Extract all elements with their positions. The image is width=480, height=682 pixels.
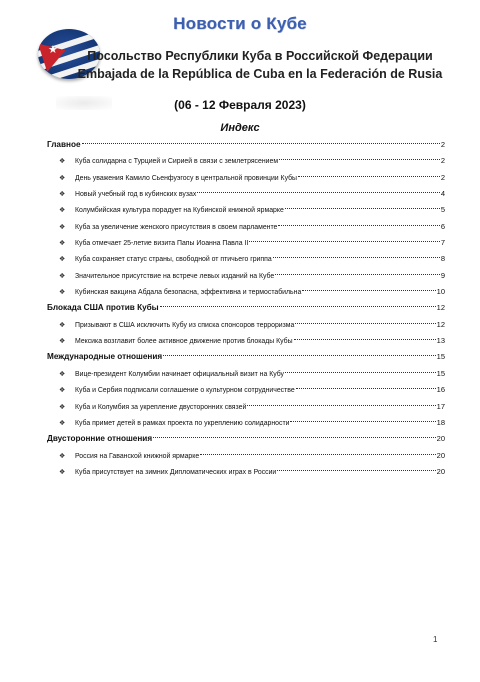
diamond-bullet-icon: ❖: [59, 174, 66, 182]
toc-section-entry[interactable]: [47, 431, 445, 447]
dot-leader: [278, 225, 439, 226]
toc-entry-title: Куба отмечает 25-летие визита Папы Иоанна Павла II: [75, 240, 249, 248]
toc-entry-title: Куба примет детей в рамках проекта по укреплению солидарности: [75, 419, 290, 427]
toc-item-entry[interactable]: [47, 186, 445, 202]
toc-page-number: 5: [440, 205, 445, 215]
diamond-bullet-icon: ❖: [59, 321, 66, 329]
toc-item-entry[interactable]: [47, 284, 445, 300]
toc-page-number: 20: [436, 466, 445, 476]
toc-entry-title: Колумбийская культура порадует на Кубинской книжной ярмарке: [75, 207, 284, 215]
diamond-bullet-icon: ❖: [59, 419, 66, 427]
toc-page-number: 2: [440, 172, 445, 182]
diamond-bullet-icon: ❖: [59, 223, 66, 231]
toc-item-entry[interactable]: [47, 399, 445, 415]
toc-page-number: 8: [440, 254, 445, 264]
diamond-bullet-icon: ❖: [59, 403, 66, 411]
dot-leader: [295, 323, 435, 324]
dot-leader: [247, 405, 435, 406]
diamond-bullet-icon: ❖: [59, 370, 66, 378]
toc-item-entry[interactable]: [47, 464, 445, 480]
toc-item-entry[interactable]: [47, 153, 445, 169]
dot-leader: [277, 470, 435, 471]
diamond-bullet-icon: ❖: [59, 387, 66, 395]
dot-leader: [285, 208, 440, 209]
diamond-bullet-icon: ❖: [59, 338, 66, 346]
dot-leader: [296, 388, 436, 389]
toc-page-number: 9: [440, 270, 445, 280]
dot-leader: [160, 306, 436, 307]
toc-entry-title: Новый учебный год в кубинских вузах: [75, 191, 197, 199]
page-number: 1: [433, 635, 438, 644]
toc-entry-title: Вице-президент Колумбии начинает официальный визит на Кубу: [75, 370, 284, 378]
toc-section-entry[interactable]: [47, 300, 445, 316]
newsletter-title: Новости о Кубе: [173, 14, 307, 33]
toc-item-entry[interactable]: [47, 415, 445, 431]
toc-item-entry[interactable]: [47, 366, 445, 382]
toc-page-number: 12: [436, 303, 445, 313]
diamond-bullet-icon: ❖: [59, 452, 66, 460]
toc-page-number: 10: [436, 287, 445, 297]
dot-leader: [290, 421, 435, 422]
toc-page-number: 13: [436, 336, 445, 346]
table-of-contents: [47, 137, 445, 480]
dot-leader: [294, 339, 436, 340]
diamond-bullet-icon: ❖: [59, 289, 66, 297]
embassy-name-ru: Посольство Республики Куба в Российской Федерации: [87, 49, 433, 63]
toc-page-number: 4: [440, 189, 445, 199]
toc-page-number: 17: [436, 401, 445, 411]
toc-entry-title: Россия на Гаванской книжной ярмарке: [75, 452, 200, 460]
diamond-bullet-icon: ❖: [59, 191, 66, 199]
toc-page-number: 20: [436, 434, 445, 444]
toc-page-number: 12: [436, 319, 445, 329]
dot-leader: [153, 437, 436, 438]
toc-item-entry[interactable]: [47, 268, 445, 284]
toc-item-entry[interactable]: [47, 448, 445, 464]
toc-page-number: 6: [440, 221, 445, 231]
toc-page-number: 18: [436, 417, 445, 427]
index-heading: Индекс: [220, 122, 260, 134]
toc-entry-title: Призывают в США исключить Кубу из списка спонсоров терроризма: [75, 321, 295, 329]
toc-entry-title: Двусторонние отношения: [47, 434, 153, 444]
toc-item-entry[interactable]: [47, 382, 445, 398]
toc-entry-title: Куба и Колумбия за укрепление двусторонних связей: [75, 403, 247, 411]
dot-leader: [82, 143, 440, 144]
toc-entry-title: Куба за увеличение женского присутствия в своем парламенте: [75, 223, 278, 231]
toc-entry-title: Главное: [47, 140, 81, 149]
toc-entry-title: Куба солидарна с Турцией и Сирией в связи с землетрясением: [75, 158, 279, 166]
diamond-bullet-icon: ❖: [59, 158, 66, 166]
toc-page-number: 16: [436, 385, 445, 395]
toc-page-number: 20: [436, 450, 445, 460]
diamond-bullet-icon: ❖: [59, 272, 66, 280]
dot-leader: [285, 372, 436, 373]
toc-entry-title: Куба сохраняет статус страны, свободной от птичьего гриппа: [75, 256, 272, 264]
dot-leader: [279, 159, 440, 160]
dot-leader: [200, 454, 435, 455]
toc-page-number: 15: [436, 368, 445, 378]
toc-entry-title: Куба и Сербия подписали соглашение о культурном сотрудничестве: [75, 387, 295, 395]
toc-section-entry[interactable]: [47, 137, 445, 153]
cuba-flag-logo-icon: ★: [38, 29, 100, 79]
toc-page-number: 2: [440, 156, 445, 166]
diamond-bullet-icon: ❖: [59, 240, 66, 248]
toc-item-entry[interactable]: [47, 333, 445, 349]
toc-entry-title: Кубинская вакцина Абдала безопасна, эффективна и термостабильна: [75, 289, 302, 297]
embassy-name-es: Embajada de la República de Cuba en la Federación de Rusia: [77, 67, 443, 81]
toc-section-entry[interactable]: [47, 349, 445, 365]
dot-leader: [249, 241, 440, 242]
dot-leader: [275, 274, 440, 275]
diamond-bullet-icon: ❖: [59, 207, 66, 215]
toc-entry-title: Блокада США против Кубы: [47, 303, 159, 313]
toc-entry-title: Мексика возглавит более активное движение против блокады Кубы: [75, 338, 293, 346]
toc-item-entry[interactable]: [47, 235, 445, 251]
toc-entry-title: День уважения Камило Сьенфуэгосу в центральной провинции Кубы: [75, 174, 297, 182]
toc-entry-title: Международные отношения: [47, 352, 163, 362]
toc-entry-title: Значительное присутствие на встрече левых изданий на Кубе: [75, 272, 275, 280]
toc-item-entry[interactable]: [47, 202, 445, 218]
dot-leader: [298, 176, 440, 177]
toc-entry-title: Куба присутствует на зимних Дипломатических играх в России: [75, 468, 277, 476]
toc-page-number: 7: [440, 238, 445, 248]
toc-page-number: 2: [440, 140, 445, 149]
diamond-bullet-icon: ❖: [59, 468, 66, 476]
toc-item-entry[interactable]: [47, 219, 445, 235]
dot-leader: [273, 257, 440, 258]
toc-item-entry[interactable]: [47, 170, 445, 186]
date-range: (06 - 12 Февраля 2023): [174, 98, 306, 112]
toc-page-number: 15: [436, 352, 445, 362]
diamond-bullet-icon: ❖: [59, 256, 66, 264]
dot-leader: [302, 290, 435, 291]
toc-item-entry[interactable]: [47, 251, 445, 267]
toc-item-entry[interactable]: [47, 317, 445, 333]
dot-leader: [197, 192, 440, 193]
dot-leader: [163, 355, 435, 356]
